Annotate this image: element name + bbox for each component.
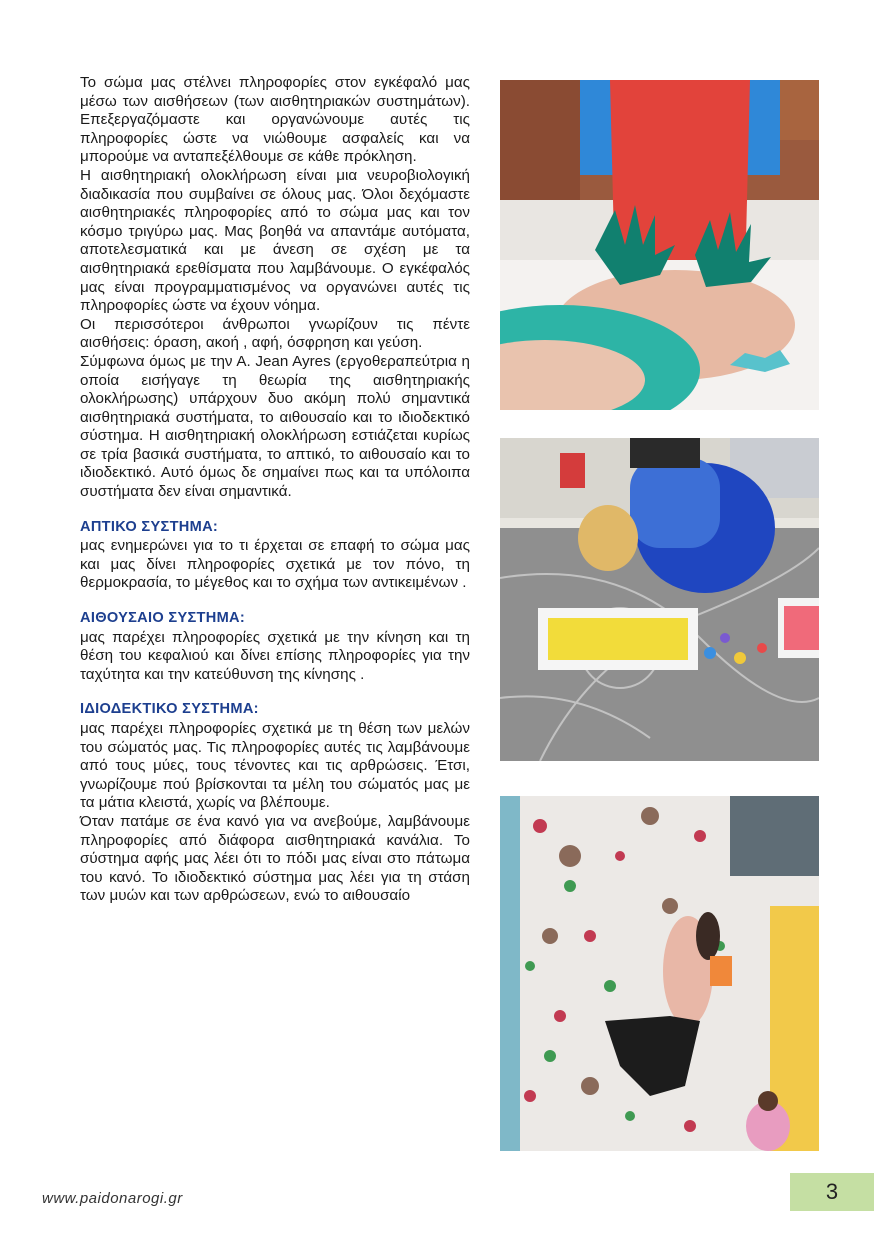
intro-paragraph-1: Το σώμα μας στέλνει πληροφορίες στον εγκέφαλό μας μέσω των αισθήσεων (των αισθητηριακών συστημάτων). Επεξεργαζόμαστε και οργανώνουμε αυτές τις πληροφορίες ώστε να νιώθουμε ασφαλείς και να μπορούμε να ανταπεξέλθουμε σε κάθε πρόκληση. xyxy=(80,74,470,166)
proprioceptive-system-text-1: μας παρέχει πληροφορίες σχετικά με τη θέση των μελών του σώματός μας. Τις πληροφορίες αυτές τις λαμβάνουμε από τους μύες, τους τένοντες και τις αρθρώσεις. Έτσι, γνωρίζουμε πού βρίσκονται τα μέλη του σώματός μας με τα μάτια κλειστά, χωρίς να βλέπουμε. xyxy=(80,720,470,812)
intro-paragraph-2: Η αισθητηριακή ολοκλήρωση είναι μια νευροβιολογική διαδικασία που συμβαίνει σε όλους μας. Όλοι δεχόμαστε αισθητηριακές πληροφορίες από το σώμα μας και τον κόσμο τριγύρω μας. Μας βοηθά να απαντάμε αυτόματα, αποτελεσματικά και με άνεση σε σχέση με τα αισθητηριακά ερεθίσματα που λαμβάνουμε. Ο εγκέφαλός μας είναι προγραμματισμένος να οργανώνει αυτές τις πληροφορίες ώστε να έχουν νόημα. xyxy=(80,166,470,315)
photo-painted-hands xyxy=(500,80,819,410)
page-number-badge xyxy=(790,1173,874,1211)
photo-climbing-wall xyxy=(500,796,819,1151)
photo-therapy-ball xyxy=(500,438,819,761)
tactile-system-text: μας ενημερώνει για το τι έρχεται σε επαφή το σώμα μας και μας δίνει πληροφορίες σχετικά με τον πόνο, τη θερμοκρασία, το μέγεθος και το σχήμα των αντικειμένων . xyxy=(80,537,470,592)
heading-vestibular-system: ΑΙΘΟΥΣΑΙΟ ΣΥΣΤΗΜΑ: xyxy=(80,610,246,627)
heading-tactile-system: ΑΠΤΙΚΟ ΣΥΣΤΗΜΑ: xyxy=(80,518,219,535)
proprioceptive-system-text-2: Όταν πατάμε σε ένα κανό για να ανεβούμε, λαμβάνουμε πληροφορίες από διάφορα αισθητηριακά κανάλια. Το σύστημα αφής μας λέει ότι το πόδι μας είναι στο πάτωμα του κανό. Το ιδιοδεκτικό σύστημα μας λέει για τη στάση των μυών και των αρθρώσεων, ενώ το αιθουσαίο xyxy=(80,812,470,905)
intro-paragraph-4: Σύμφωνα όμως με την Α. Jean Ayres (εργοθεραπεύτρια η οποία εισήγαγε τη θεωρία της αισθητηριακής ολοκλήρωσης) υπάρχουν δυο ακόμη πολύ σημαντικά αισθητηριακά συστήματα, το αιθουσαίο και το ιδιοδεκτικό σύστημα. Η αισθητηριακή ολοκλήρωση εστιάζεται κυρίως σε τρία βασικά συστήματα, το απτικό, το αιθουσαίο και το ιδιοδεκτικό. Αυτό όμως δε σημαίνει πως και τα υπόλοιπα συστήματα δεν είναι σημαντικά. xyxy=(80,352,470,501)
page-number: 3 xyxy=(825,1179,839,1204)
main-text-column xyxy=(80,74,470,906)
vestibular-system-text: μας παρέχει πληροφορίες σχετικά με την κίνηση και τη θέση του κεφαλιού και δίνει επίσης πληροφορίες για την ταχύτητα και την κατεύθυνση της κίνησης . xyxy=(80,628,470,683)
intro-paragraph-3: Οι περισσότεροι άνθρωποι γνωρίζουν τις πέντε αισθήσεις: όραση, ακοή , αφή, όσφρηση και γεύση. xyxy=(80,315,470,352)
footer-website: www.paidonarogi.gr xyxy=(42,1190,183,1207)
heading-proprioceptive-system: ΙΔΙΟΔΕΚΤΙΚΟ ΣΥΣΤΗΜΑ: xyxy=(80,701,259,718)
